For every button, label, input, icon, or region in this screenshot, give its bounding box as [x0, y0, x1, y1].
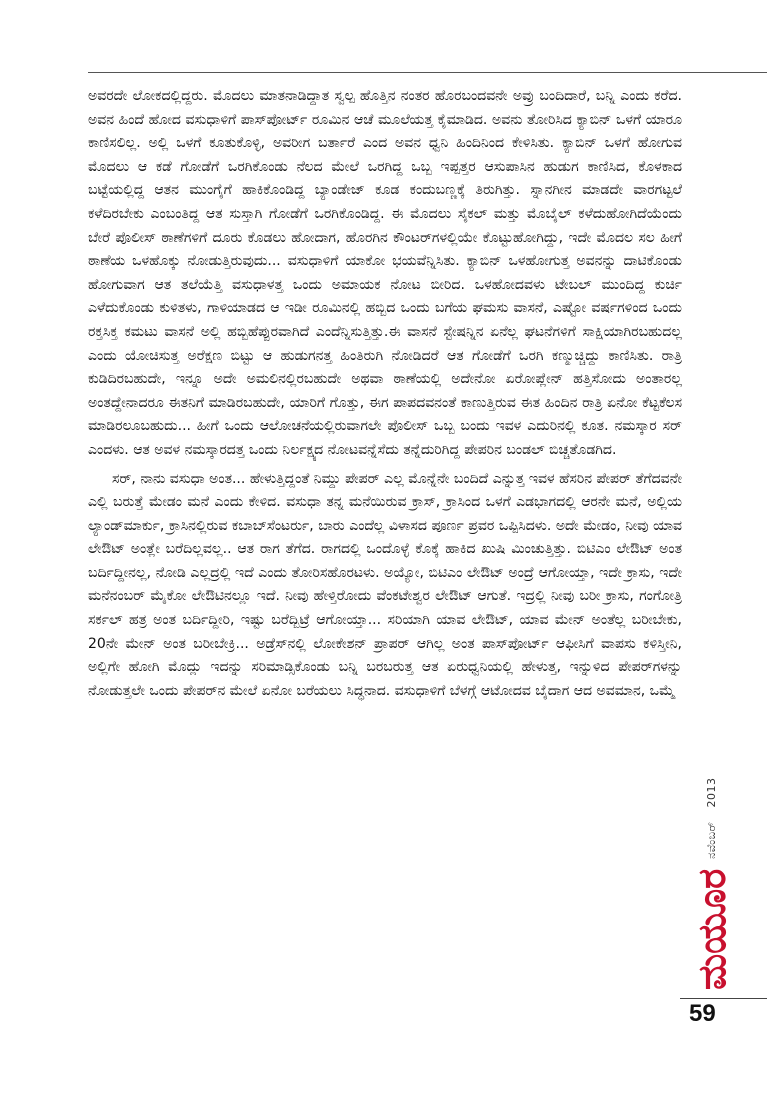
magazine-name: ಮಯೂರ [690, 868, 734, 990]
vertical-masthead [690, 777, 734, 990]
top-rule [88, 72, 767, 73]
issue-year: 2013 [705, 777, 718, 808]
magazine-sidebar [690, 777, 740, 990]
issue-date [705, 777, 719, 858]
article-body [88, 85, 682, 703]
page-number: 59 [689, 1000, 716, 1027]
issue-month: ನವೆಂಬರ್ [705, 821, 718, 859]
article-paragraph-2: ಸರ್, ನಾನು ವಸುಧಾ ಅಂತ... ಹೇಳುತ್ತಿದ್ದಂತೆ ನಿಮ್ದು ಪೇಪರ್ ಎಲ್ಲ ಮೊನ್ನೆನೇ ಬಂದಿದೆ ಎನ್ನುತ್ತ ಇವಳ ಹೆಸರಿನ ಪೇಪರ್ ತೆಗೆದವನೇ ಎಲ್ಲಿ ಬರುತ್ತೆ ಮೇಡಂ ಮನೆ ಎಂದು ಕೇಳಿದ. ವಸುಧಾ ತನ್ನ ಮನೆಯಿರುವ ಕ್ರಾಸ್, ಕ್ರಾಸಿಂದ ಒಳಗೆ ಎಡಭಾಗದಲ್ಲಿ ಆರನೇ ಮನೆ, ಅಲ್ಲಿಯ ಲ್ಯಾಂಡ್‌ಮಾರ್ಕು, ಕ್ರಾಸಿನಲ್ಲಿರುವ ಕಬಾಬ್‌ಸೆಂಟರ್ರು, ಬಾರು ಎಂದೆಲ್ಲ ವಿಳಾಸದ ಪೂರ್ಣ ಪ್ರವರ ಒಪ್ಪಿಸಿದಳು. ಅದೇ ಮೇಡಂ, ನೀವು ಯಾವ ಲೇಔಟ್ ಅಂತ್ಲೇ ಬರೆದಿಲ್ಲವಲ್ಲ.. ಆತ ರಾಗ ತೆಗೆದ. ರಾಗದಲ್ಲಿ ಒಂದೊಳ್ಳೆ ಕೊಕ್ಕೆ ಹಾಕಿದ ಖುಷಿ ಮಿಂಚುತ್ತಿತ್ತು. ಬಿಟಿಎಂ ಲೇಔಟ್ ಅಂತ ಬರ್ದಿದ್ದೀನಲ್ಲ, ನೋಡಿ ಎಲ್ಲದ್ರಲ್ಲಿ ಇದೆ ಎಂದು ತೋರಿಸಹೊರಟಳು. ಅಯ್ಯೋ, ಬಿಟಿಎಂ ಲೇಔಟ್ ಅಂದ್ರೆ ಆಗೋಯ್ತಾ, ಇದೇ ಕ್ರಾಸು, ಇದೇ ಮನೆನಂಬರ್ ಮೈಕೋ ಲೇಔಟಿನಲ್ಲೂ ಇದೆ. ನೀವು ಹೇಳ್ತಿರೋದು ವೆಂಕಟೇಶ್ವರ ಲೇಔಟ್ ಆಗುತೆ. ಇದ್ರಲ್ಲಿ ನೀವು ಬರೀ ಕ್ರಾಸು, ಗಂಗೋತ್ರಿ ಸರ್ಕಲ್ ಹತ್ರ ಅಂತ ಬರ್ದಿದ್ದೀರಿ, ಇಷ್ಟು ಬರೆದ್ಬಿಟ್ರೆ ಆಗೋಯ್ತಾ... ಸರಿಯಾಗಿ ಯಾವ ಲೇಔಟ್, ಯಾವ ಮೇನ್ ಅಂತೆಲ್ಲ ಬರೀಬೇಕು, 20ನೇ ಮೇನ್ ಅಂತ ಬರೀಬೇಕ್ರಿ... ಅಡ್ರೆಸ್‌ನಲ್ಲಿ ಲೋಕೇಶನ್ ಪ್ರಾಪರ್ ಆಗಿಲ್ಲ ಅಂತ ಪಾಸ್‌ಪೋರ್ಟ್ ಆಫೀಸಿಗೆ ವಾಪಸು ಕಳಿಸ್ತೀನಿ, ಅಲ್ಲಿಗೇ ಹೋಗಿ ಮೊದ್ಲು ಇದನ್ನು ಸರಿಮಾಡ್ಸಿಕೊಂಡು ಬನ್ನಿ ಬರಬರುತ್ತ ಆತ ಏರುಧ್ವನಿಯಲ್ಲಿ ಹೇಳುತ್ತ, ಇನ್ನುಳಿದ ಪೇಪರ್‌ಗಳನ್ನು ನೋಡುತ್ತಲೇ ಒಂದು ಪೇಪರ್‌ನ ಮೇಲೆ ಏನೋ ಬರೆಯಲು ಸಿದ್ಧನಾದ. ವಸುಧಾಳಿಗೆ ಬೆಳಗ್ಗೆ ಆಟೋದವ ಬೈದಾಗ ಆದ ಅವಮಾನ, ಒಮ್ಮೆ [88, 470, 682, 699]
page-number-rule [680, 998, 767, 999]
article-paragraph-1: ಅವರದೇ ಲೋಕದಲ್ಲಿದ್ದರು. ಮೊದಲು ಮಾತನಾಡಿದ್ದಾತ ಸ್ವಲ್ಪ ಹೊತ್ತಿನ ನಂತರ ಹೊರಬಂದವನೇ ಅವ್ರು ಬಂದಿದಾರೆ, ಬನ್ನಿ ಎಂದು ಕರೆದ. ಅವನ ಹಿಂದೆ ಹೋದ ವಸುಧಾಳಿಗೆ ಪಾಸ್‌ಪೋರ್ಟ್ ರೂಮಿನ ಆಚೆ ಮೂಲೆಯತ್ತ ಕೈಮಾಡಿದ. ಅವನು ತೋರಿಸಿದ ಕ್ಯಾಬಿನ್ ಒಳಗೆ ಯಾರೂ ಕಾಣಿಸಲಿಲ್ಲ. ಅಲ್ಲಿ ಒಳಗೆ ಕೂತುಕೊಳ್ಳಿ, ಅವರೀಗ ಬರ್ತಾರೆ ಎಂದ ಅವನ ಧ್ವನಿ ಹಿಂದಿನಿಂದ ಕೇಳಿಸಿತು. ಕ್ಯಾಬಿನ್ ಒಳಗೆ ಹೋಗುವ ಮೊದಲು ಆ ಕಡೆ ಗೋಡೆಗೆ ಒರಗಿಕೊಂಡು ನೆಲದ ಮೇಲೆ ಒರಗಿದ್ದ ಒಬ್ಬ ಇಪ್ಪತ್ತರ ಆಸುಪಾಸಿನ ಹುಡುಗ ಕಾಣಿಸಿದ, ಕೊಳಕಾದ ಬಟ್ಟೆಯಲ್ಲಿದ್ದ ಆತನ ಮುಂಗೈಗೆ ಹಾಕಿಕೊಂಡಿದ್ದ ಬ್ಯಾಂಡೇಜ್ ಕೂಡ ಕಂದುಬಣ್ಣಕ್ಕೆ ತಿರುಗಿತ್ತು. ಸ್ನಾನಗೀನ ಮಾಡದೇ ವಾರಗಟ್ಟಲೆ ಕಳೆದಿರಬೇಕು ಎಂಬಂತಿದ್ದ ಆತ ಸುಸ್ತಾಗಿ ಗೋಡೆಗೆ ಒರಗಿಕೊಂಡಿದ್ದ. ಈ ಮೊದಲು ಸೈಕಲ್ ಮತ್ತು ಮೊಬೈಲ್ ಕಳೆದುಹೋಗಿದೆಯೆಂದು ಬೇರೆ ಪೊಲೀಸ್ ಠಾಣೆಗಳಿಗೆ ದೂರು ಕೊಡಲು ಹೋದಾಗ, ಹೊರಗಿನ ಕೌಂಟರ್‌ಗಳಲ್ಲಿಯೇ ಕೊಟ್ಟುಹೋಗಿದ್ದು, ಇದೇ ಮೊದಲ ಸಲ ಹೀಗೆ ಠಾಣೆಯ ಒಳಹೊಕ್ಕು ನೋಡುತ್ತಿರುವುದು... ವಸುಧಾಳಿಗೆ ಯಾಕೋ ಭಯವೆನ್ನಿಸಿತು. ಕ್ಯಾಬಿನ್ ಒಳಹೋಗುತ್ತ ಅವನನ್ನು ದಾಟಿಕೊಂಡು ಹೋಗುವಾಗ ಆತ ತಲೆಯೆತ್ತಿ ವಸುಧಾಳತ್ತ ಒಂದು ಅಮಾಯಕ ನೋಟ ಬೀರಿದ. ಒಳಹೋದವಳು ಟೇಬಲ್ ಮುಂದಿದ್ದ ಕುರ್ಚಿ ಎಳೆದುಕೊಂಡು ಕುಳಿತಳು, ಗಾಳಿಯಾಡದ ಆ ಇಡೀ ರೂಮಿನಲ್ಲಿ ಹಬ್ಬಿದ ಒಂದು ಬಗೆಯ ಘಮಸು ವಾಸನೆ, ಎಷ್ಟೋ ವರ್ಷಗಳಿಂದ ಒಂದು ರಕ್ತಸಿಕ್ತ ಕಮಟು ವಾಸನೆ ಅಲ್ಲಿ ಹಬ್ಬಿಹೆಪ್ಪುರವಾಗಿದೆ ಎಂದೆನ್ನಿಸುತ್ತಿತ್ತು.ಈ ವಾಸನೆ ಸ್ಟೇಷನ್ನಿನ ಏನೆಲ್ಲ ಘಟನೆಗಳಿಗೆ ಸಾಕ್ಷಿಯಾಗಿರಬಹುದಲ್ಲ ಎಂದು ಯೋಚಿಸುತ್ತ ಅರೆಕ್ಷಣ ಬಿಟ್ಟು ಆ ಹುಡುಗನತ್ತ ಹಿಂತಿರುಗಿ ನೋಡಿದರೆ ಆತ ಗೋಡೆಗೆ ಒರಗಿ ಕಣ್ಮುಚ್ಚಿದ್ದು ಕಾಣಿಸಿತು. ರಾತ್ರಿ ಕುಡಿದಿರಬಹುದೇ, ಇನ್ನೂ ಅದೇ ಅಮಲಿನಲ್ಲಿರಬಹುದೇ ಅಥವಾ ಠಾಣೆಯಲ್ಲಿ ಅದೇನೋ ಏರೋಪ್ಲೇನ್ ಹತ್ತಿಸೋದು ಅಂತಾರಲ್ಲ ಅಂತದ್ದೇನಾದರೂ ಈತನಿಗೆ ಮಾಡಿರಬಹುದೇ, ಯಾರಿಗೆ ಗೊತ್ತು, ಈಗ ಪಾಪದವನಂತೆ ಕಾಣುತ್ತಿರುವ ಈತ ಹಿಂದಿನ ರಾತ್ರಿ ಏನೋ ಕೆಟ್ಟಕೆಲಸ ಮಾಡಿರಲೂಬಹುದು... ಹೀಗೆ ಒಂದು ಆಲೋಚನೆಯಲ್ಲಿರುವಾಗಲೇ ಪೊಲೀಸ್ ಒಬ್ಬ ಬಂದು ಇವಳ ಎದುರಿನಲ್ಲಿ ಕೂತ. ನಮಸ್ಕಾರ ಸರ್ ಎಂದಳು. ಆತ ಅವಳ ನಮಸ್ಕಾರದತ್ತ ಒಂದು ನಿರ್ಲಕ್ಷ್ಯದ ನೋಟವನ್ನೆಸೆದು ತನ್ನೆದುರಿಗಿದ್ದ ಪೇಪರಿನ ಬಂಡಲ್ ಬಿಚ್ಚತೊಡಗಿದ. [88, 88, 682, 458]
